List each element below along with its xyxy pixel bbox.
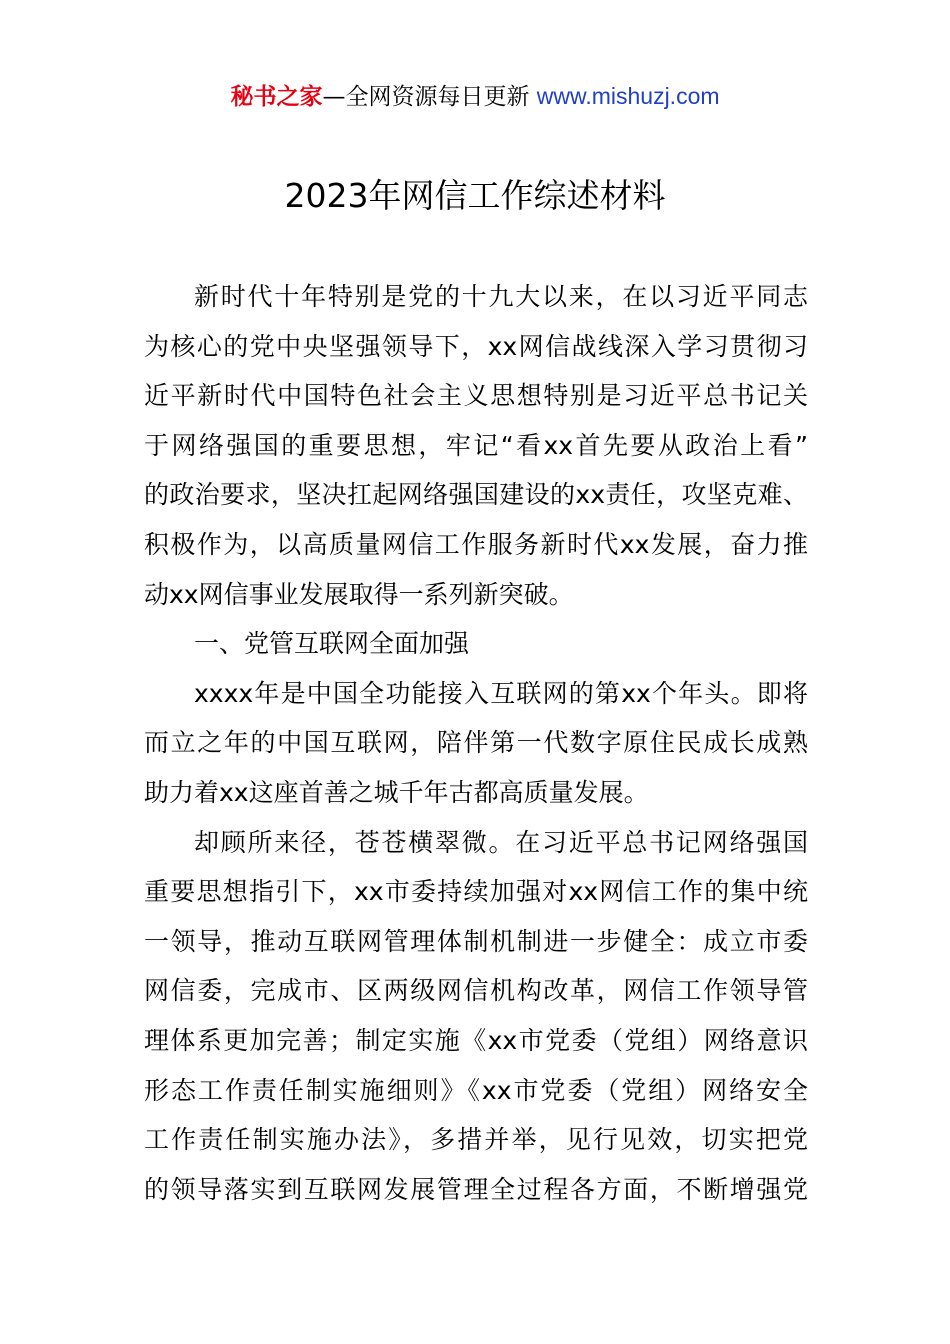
paragraph-line: 重要思想指引下，xx市委持续加强对xx网信工作的集中统 (144, 877, 808, 907)
paragraph-line: 网信委，完成市、区两级网信机构改革，网信工作领导管 (144, 976, 808, 1006)
paragraph-line: 近平新时代中国特色社会主义思想特别是习近平总书记关 (144, 381, 808, 411)
paragraph-line: 动xx网信事业发展取得一系列新突破。 (144, 579, 574, 609)
paragraph-line: 而立之年的中国互联网，陪伴第一代数字原住民成长成熟 (144, 728, 808, 758)
paragraph-line: 理体系更加完善；制定实施《xx市党委（党组）网络意识 (144, 1025, 808, 1055)
paragraph-line: 积极作为，以高质量网信工作服务新时代xx发展，奋力推 (144, 529, 808, 559)
paragraph-line: 的政治要求，坚决扛起网络强国建设的xx责任，攻坚克难、 (144, 480, 808, 510)
paragraph-line: 一领导，推动互联网管理体制机制进一步健全：成立市委 (144, 926, 808, 956)
paragraph-line: 却顾所来径，苍苍横翠微。在习近平总书记网络强国 (194, 827, 808, 857)
banner-url-link[interactable]: www.mishuzj.com (536, 83, 720, 109)
site-banner (0, 80, 950, 113)
paragraph-line: xxxx年是中国全功能接入互联网的第xx个年头。即将 (194, 678, 808, 708)
paragraph-line: 新时代十年特别是党的十九大以来，在以习近平同志 (194, 282, 808, 311)
paragraph-line: 形态工作责任制实施细则》《xx市党委（党组）网络安全 (144, 1075, 808, 1105)
banner-tagline: —全网资源每日更新 (322, 84, 537, 110)
paragraph-line: 的领导落实到互联网发展管理全过程各方面，不断增强党 (144, 1174, 808, 1204)
banner-brand: 秘书之家 (230, 84, 323, 110)
paragraph-line: 为核心的党中央坚强领导下，xx网信战线深入学习贯彻习 (144, 331, 808, 361)
paragraph-line: 工作责任制实施办法》，多措并举，见行见效，切实把党 (144, 1125, 808, 1155)
document-body (144, 272, 808, 1214)
document-title: 2023年网信工作综述材料 (284, 176, 666, 215)
section-heading: 一、党管互联网全面加强 (194, 629, 470, 659)
paragraph-line: 助力着xx这座首善之城千年古都高质量发展。 (144, 777, 649, 807)
paragraph-line: 于网络强国的重要思想，牢记“看xx首先要从政治上看” (144, 430, 808, 460)
